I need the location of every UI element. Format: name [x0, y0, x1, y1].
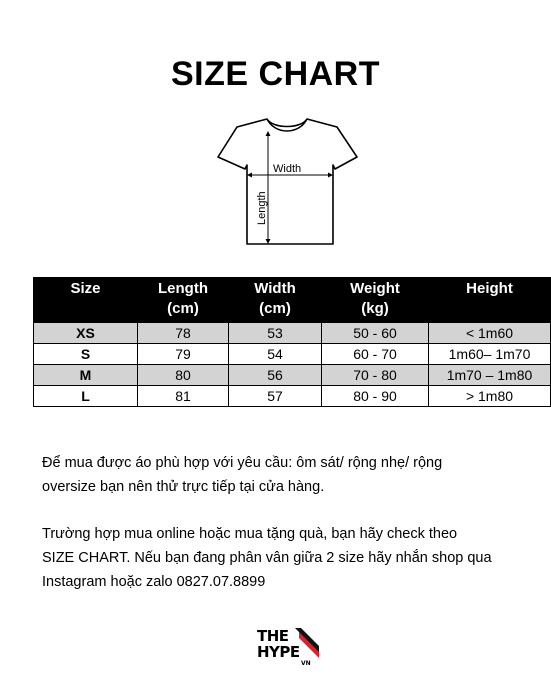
table-row: [34, 344, 551, 365]
cell-height: 1m70 – 1m80: [429, 365, 551, 386]
paragraph-line: Để mua được áo phù hợp với yêu cầu: ôm sát/ rộng nhẹ/ rộng: [42, 455, 443, 471]
cell-weight: 80 - 90: [322, 386, 429, 407]
cell-length: 81: [138, 386, 229, 407]
table-header-row: [34, 277, 551, 323]
paragraph-line: SIZE CHART. Nếu bạn đang phân vân giữa 2 size hãy nhắn shop qua: [42, 550, 492, 566]
paragraph-line: Trường hợp mua online hoặc mua tặng quà, bạn hãy check theo: [42, 526, 458, 542]
cell-length: 80: [138, 365, 229, 386]
page-title: SIZE CHART: [171, 55, 380, 93]
instruction-paragraph-store: [42, 451, 502, 499]
header-size: Size: [34, 277, 138, 323]
table-row: [34, 323, 551, 344]
cell-height: > 1m80: [429, 386, 551, 407]
table-row: [34, 386, 551, 407]
paragraph-line: Instagram hoặc zalo 0827.07.8899: [42, 574, 266, 590]
header-length: Length (cm): [138, 277, 229, 323]
length-label: Length: [256, 191, 268, 225]
table-row: [34, 365, 551, 386]
cell-weight: 60 - 70: [322, 344, 429, 365]
cell-height: 1m60– 1m70: [429, 344, 551, 365]
cell-weight: 70 - 80: [322, 365, 429, 386]
cell-size: M: [34, 365, 138, 386]
cell-size: S: [34, 344, 138, 365]
cell-width: 53: [229, 323, 322, 344]
tshirt-diagram: [215, 117, 360, 247]
length-arrowhead-top: [266, 131, 271, 136]
logo-text-hype: HYPE: [257, 643, 300, 661]
tshirt-outline: [218, 119, 357, 244]
logo-text-the: THE: [257, 627, 289, 645]
size-table: [33, 277, 551, 407]
cell-width: 56: [229, 365, 322, 386]
cell-weight: 50 - 60: [322, 323, 429, 344]
tshirt-collar: [267, 119, 307, 131]
logo-text-vn: VN: [301, 660, 311, 667]
cell-width: 57: [229, 386, 322, 407]
cell-size: L: [34, 386, 138, 407]
cell-length: 79: [138, 344, 229, 365]
cell-width: 54: [229, 344, 322, 365]
cell-height: < 1m60: [429, 323, 551, 344]
cell-size: XS: [34, 323, 138, 344]
header-weight: Weight (kg): [322, 277, 429, 323]
the-hype-logo: [255, 626, 321, 668]
paragraph-line: oversize bạn nên thử trực tiếp tại cửa hàng.: [42, 479, 325, 495]
header-width: Width (cm): [229, 277, 322, 323]
cell-length: 78: [138, 323, 229, 344]
header-height: Height: [429, 277, 551, 323]
width-label: Width: [273, 163, 302, 175]
instruction-paragraph-online: [42, 522, 502, 594]
